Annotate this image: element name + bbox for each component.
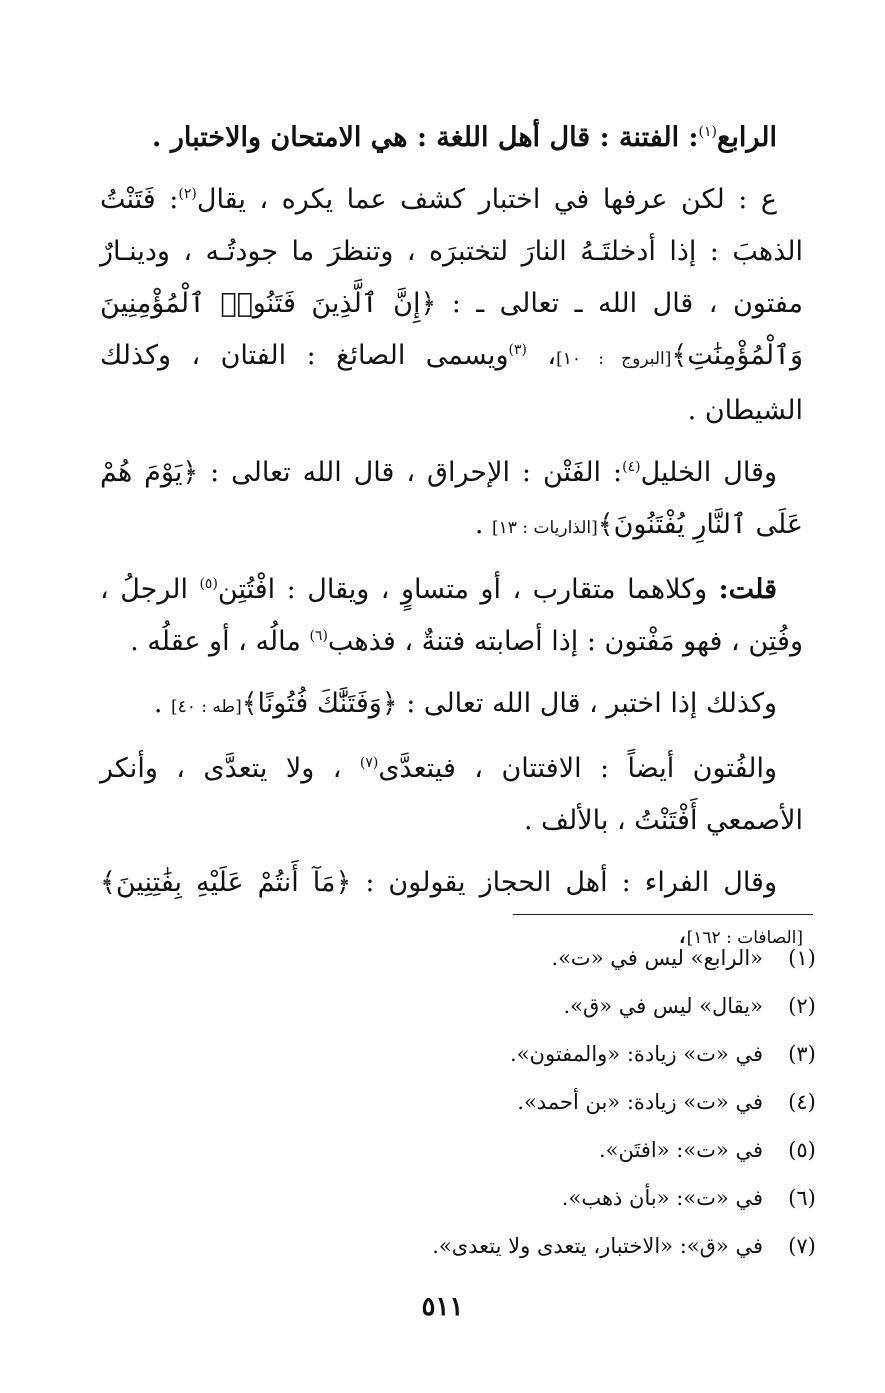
footnote-ref-6[interactable]: (٦) — [309, 628, 328, 644]
footnote-number: (٣) — [788, 1042, 816, 1066]
paragraph-4 — [100, 564, 803, 668]
paragraph-1 — [100, 112, 803, 164]
verse-reference-4: [الصافات : ١٦٢] — [686, 928, 803, 948]
footnote-text: في «ق»: «الاختبار، يتعدى ولا يتعدى». — [432, 1234, 763, 1258]
verse-reference-1: [البروج : ١٠] — [556, 349, 672, 369]
footnote-number: (٥) — [788, 1138, 816, 1162]
footnote-ref-7[interactable]: (٧) — [359, 755, 379, 771]
paragraph-6-part-b: ، ولا يتعدَّى ، وأنكر الأصمعي أَفْتَنْتُ ، بالألف . — [100, 753, 803, 836]
footnote-ref-3[interactable]: (٣) — [508, 342, 527, 358]
main-text — [100, 112, 803, 964]
footnote-text: في «ت»: «افتَن». — [598, 1138, 763, 1162]
footnote-3 — [339, 1030, 819, 1078]
footnote-divider — [513, 914, 813, 915]
paragraph-2-part-c: ، — [526, 340, 557, 371]
footnote-number: (٤) — [788, 1090, 816, 1114]
paragraph-6 — [100, 743, 803, 847]
footnote-number: (٢) — [788, 994, 816, 1018]
footnote-5 — [339, 1126, 819, 1174]
paragraph-4-part-b: الرجلُ ، وفُتِن ، فهو مَفْتون : إذا أصابته فتنةٌ ، فذهب — [100, 574, 803, 657]
footnote-6 — [339, 1174, 819, 1222]
heading-word: الرابع — [716, 122, 777, 153]
footnote-text: «الرابع» ليس في «ت». — [551, 946, 763, 970]
quran-verse-1: ﴿إِنَّ ٱلَّذِينَ فَتَنُوا۟ ٱلْمُؤْمِنِينَ وَٱلْمُؤْمِنَٰتِ﴾ — [100, 288, 804, 371]
paragraph-3-part-b: : الفَتْن : الإحراق ، قال الله تعالى : — [198, 457, 623, 488]
paragraph-5-part-b: . — [153, 688, 171, 719]
footnote-ref-1[interactable]: (١) — [698, 124, 717, 140]
paragraph-2-part-d: ويسمى الصائغ : الفتان ، وكذلك الشيطان . — [100, 340, 803, 426]
quran-verse-2: ﴿يَوْمَ هُمْ عَلَى ٱلنَّارِ يُفْتَنُونَ﴾ — [100, 457, 803, 540]
footnote-text: في «ت» زيادة: «بن أحمد». — [517, 1090, 763, 1114]
footnote-number: (٧) — [788, 1234, 816, 1258]
footnote-text: في «ت»: «بأن ذهب». — [561, 1186, 763, 1210]
quran-verse-3: ﴿وَفَتَنَّٰكَ فُتُونًا﴾ — [241, 688, 398, 719]
footnote-number: (٦) — [788, 1186, 816, 1210]
paragraph-6-part-a: والفُتون أيضاً : الافتتان ، فيتعدَّى — [378, 753, 777, 784]
footnote-text: في «ت» زيادة: «والمفتون». — [510, 1042, 763, 1066]
footnote-2 — [339, 982, 819, 1030]
footnote-ref-2[interactable]: (٢) — [178, 186, 197, 202]
footnote-7 — [339, 1222, 819, 1270]
footnote-ref-4[interactable]: (٤) — [622, 459, 641, 475]
footnote-number: (١) — [788, 946, 816, 970]
paragraph-5-part-a: وكذلك إذا اختبر ، قال الله تعالى : — [397, 688, 777, 719]
paragraph-2-part-a: ع : لكن عرفها في اختبار كشف عما يكره ، يقال — [196, 184, 777, 215]
footnotes — [339, 934, 819, 1270]
paragraph-5 — [100, 678, 803, 733]
footnote-4 — [339, 1078, 819, 1126]
footnote-text: «يقال» ليس في «ق». — [563, 994, 763, 1018]
paragraph-3-part-a: وقال الخليل — [640, 457, 777, 488]
paragraph-4-part-a: وكلاهما متقارب ، أو متساوٍ ، ويقال : افْتُتِن — [217, 574, 719, 605]
paragraph-1-text: : الفتنة : قال أهل اللغة : هي الامتحان والاختبار . — [152, 122, 699, 153]
paragraph-2-part-b: : فَتَنْتُ الذهبَ : إذا أدخلتَـهُ النارَ لتختبرَه ، وتنظرَ ما جودتُـه ، ودينـارٌ مفتون ، قال الله ـ تعالى ـ : — [100, 184, 803, 319]
paragraph-7-part-b: ، — [677, 919, 687, 950]
verse-reference-2: [الذاريات : ١٣] — [492, 518, 598, 538]
paragraph-7-part-a: وقال الفراء : أهل الحجاز يقولون : — [351, 867, 777, 898]
verse-reference-3: [طه : ٤٠] — [170, 697, 242, 717]
paragraph-4-part-c: مالُه ، أو عقلُه . — [130, 626, 310, 657]
paragraph-2 — [100, 174, 803, 437]
paragraph-3-part-c: . — [474, 509, 492, 540]
page-number: ٥١١ — [421, 1292, 464, 1322]
quran-verse-4: ﴿مَآ أَنتُمْ عَلَيْهِ بِفَٰتِنِينَ﴾ — [100, 867, 352, 898]
paragraph-3 — [100, 447, 803, 554]
paragraph-4-lead: قلت: — [718, 574, 777, 605]
footnote-ref-5[interactable]: (٥) — [199, 576, 218, 592]
footnote-1 — [339, 934, 819, 982]
